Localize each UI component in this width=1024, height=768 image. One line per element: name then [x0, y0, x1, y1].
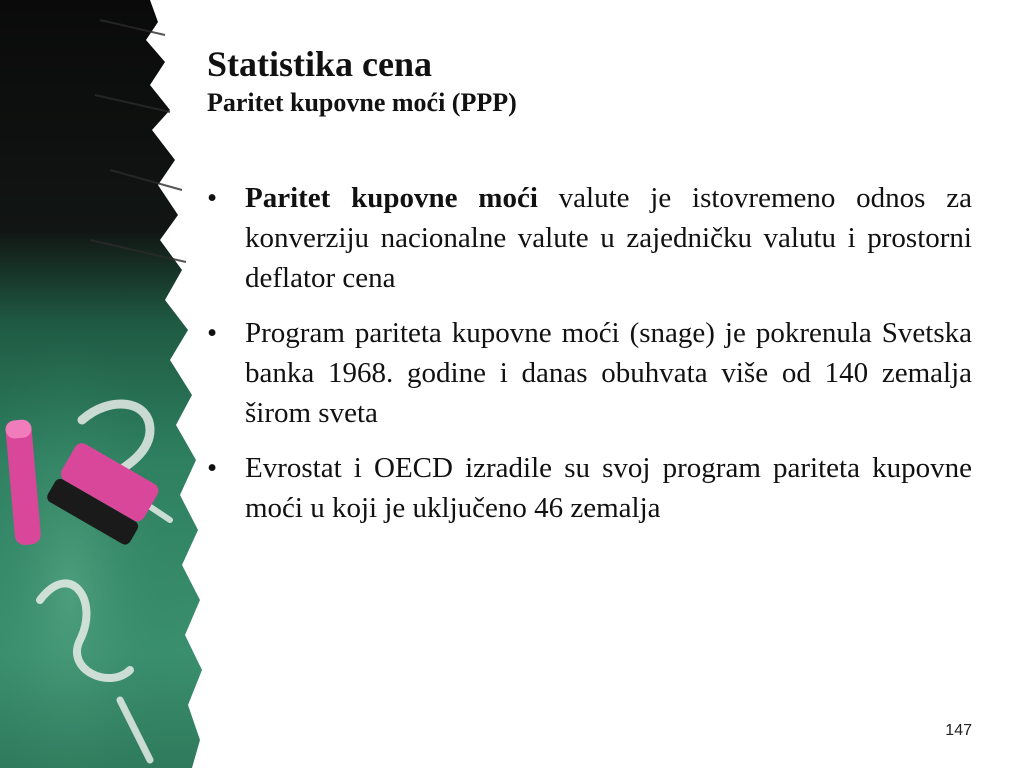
bullet-icon: •: [207, 452, 218, 484]
bullet-icon: •: [207, 182, 218, 214]
slide-title: Statistika cena: [207, 44, 432, 84]
bullet-list: [207, 178, 972, 543]
chalkboard-decoration-image: [0, 0, 218, 768]
bullet-icon: •: [207, 317, 218, 349]
bullet-text: Evrostat i OECD izradile su svoj program pariteta kupovne moći u koji je uključeno 46 zemalja: [245, 452, 972, 524]
title-block: [207, 42, 987, 120]
bullet-text: valute je istovremeno odnos za konverziju nacionalne valute u zajedničku valutu i prostorni deflator cena: [245, 182, 972, 294]
slide-subtitle: Paritet kupovne moći (PPP): [207, 88, 517, 117]
bullet-item: [207, 448, 972, 528]
bullet-item: [207, 313, 972, 433]
bullet-lead-bold: Paritet kupovne moći: [245, 182, 538, 214]
bullet-text: Program pariteta kupovne moći (snage) je pokrenula Svetska banka 1968. godine i danas obuhvata više od 140 zemalja širom sveta: [245, 317, 972, 429]
page-number: 147: [945, 722, 972, 739]
bullet-item: [207, 178, 972, 298]
